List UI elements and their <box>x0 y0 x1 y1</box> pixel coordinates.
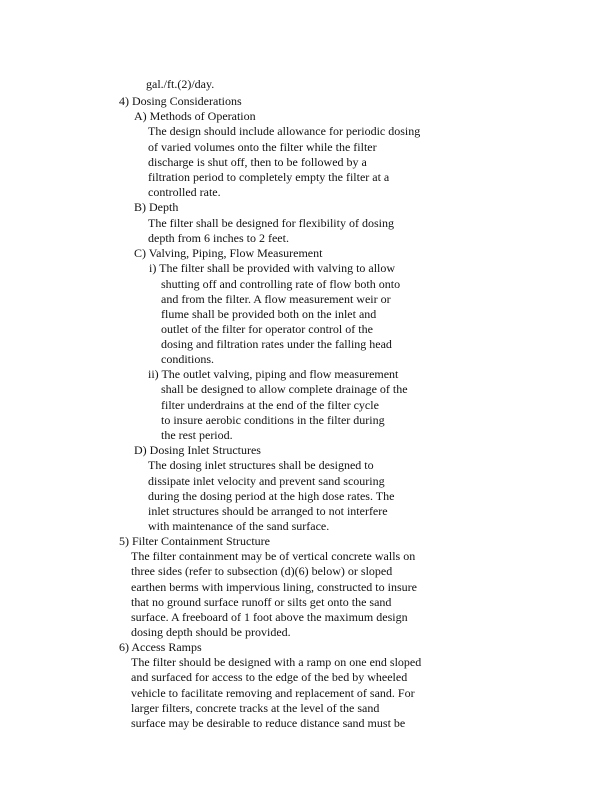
text-line: surface may be desirable to reduce distance sand must be <box>131 716 406 730</box>
subheading-c: C) Valving, Piping, Flow Measurement <box>134 246 323 260</box>
text-line: vehicle to facilitate removing and replacement of sand. For <box>131 686 415 700</box>
text-line: controlled rate. <box>148 185 221 199</box>
text-line: discharge is shut off, then to be followed by a <box>148 155 367 169</box>
text-line: during the dosing period at the high dose rates. The <box>148 489 395 503</box>
text-line: and from the filter. A flow measurement weir or <box>161 292 391 306</box>
text-line: to insure aerobic conditions in the filter during <box>161 413 385 427</box>
text-line: dosing and filtration rates under the falling head <box>161 337 392 351</box>
subheading-b: B) Depth <box>134 200 179 214</box>
text-line: surface. A freeboard of 1 foot above the maximum design <box>131 610 408 624</box>
text-line: of varied volumes onto the filter while the filter <box>148 140 377 154</box>
text-line: The dosing inlet structures shall be designed to <box>148 458 374 472</box>
text-line: earthen berms with impervious lining, constructed to insure <box>131 580 417 594</box>
text-line: depth from 6 inches to 2 feet. <box>148 231 289 245</box>
text-line: shutting off and controlling rate of flow both onto <box>161 277 401 291</box>
text-line: inlet structures should be arranged to not interfere <box>148 504 388 518</box>
text-line: gal./ft.(2)/day. <box>146 77 215 91</box>
text-line: larger filters, concrete tracks at the level of the sand <box>131 701 380 715</box>
text-line: The design should include allowance for periodic dosing <box>148 124 421 138</box>
list-item-ii: ii) The outlet valving, piping and flow measurement <box>148 367 399 381</box>
text-line: filtration period to completely empty the filter at a <box>148 170 390 184</box>
list-item-i: i) The filter shall be provided with valving to allow <box>149 261 396 275</box>
text-line: dissipate inlet velocity and prevent sand scouring <box>148 474 385 488</box>
section-heading-5: 5) Filter Containment Structure <box>119 534 270 548</box>
text-line: The filter should be designed with a ramp on one end sloped <box>131 655 422 669</box>
subheading-a: A) Methods of Operation <box>134 109 256 123</box>
subheading-d: D) Dosing Inlet Structures <box>134 443 261 457</box>
text-line: The filter shall be designed for flexibility of dosing <box>148 216 394 230</box>
text-line: with maintenance of the sand surface. <box>148 519 330 533</box>
text-line: flume shall be provided both on the inlet and <box>161 307 377 321</box>
text-line: that no ground surface runoff or silts get onto the sand <box>131 595 392 609</box>
section-heading-4: 4) Dosing Considerations <box>119 94 242 108</box>
text-line: shall be designed to allow complete drainage of the <box>161 382 408 396</box>
text-line: three sides (refer to subsection (d)(6) below) or sloped <box>131 564 393 578</box>
text-line: filter underdrains at the end of the filter cycle <box>161 398 379 412</box>
text-line: dosing depth should be provided. <box>131 625 291 639</box>
section-heading-6: 6) Access Ramps <box>119 640 202 654</box>
text-line: The filter containment may be of vertical concrete walls on <box>131 549 416 563</box>
text-line: and surfaced for access to the edge of the bed by wheeled <box>131 670 408 684</box>
text-line: conditions. <box>161 352 214 366</box>
text-line: outlet of the filter for operator control of the <box>161 322 373 336</box>
text-line: the rest period. <box>161 428 233 442</box>
